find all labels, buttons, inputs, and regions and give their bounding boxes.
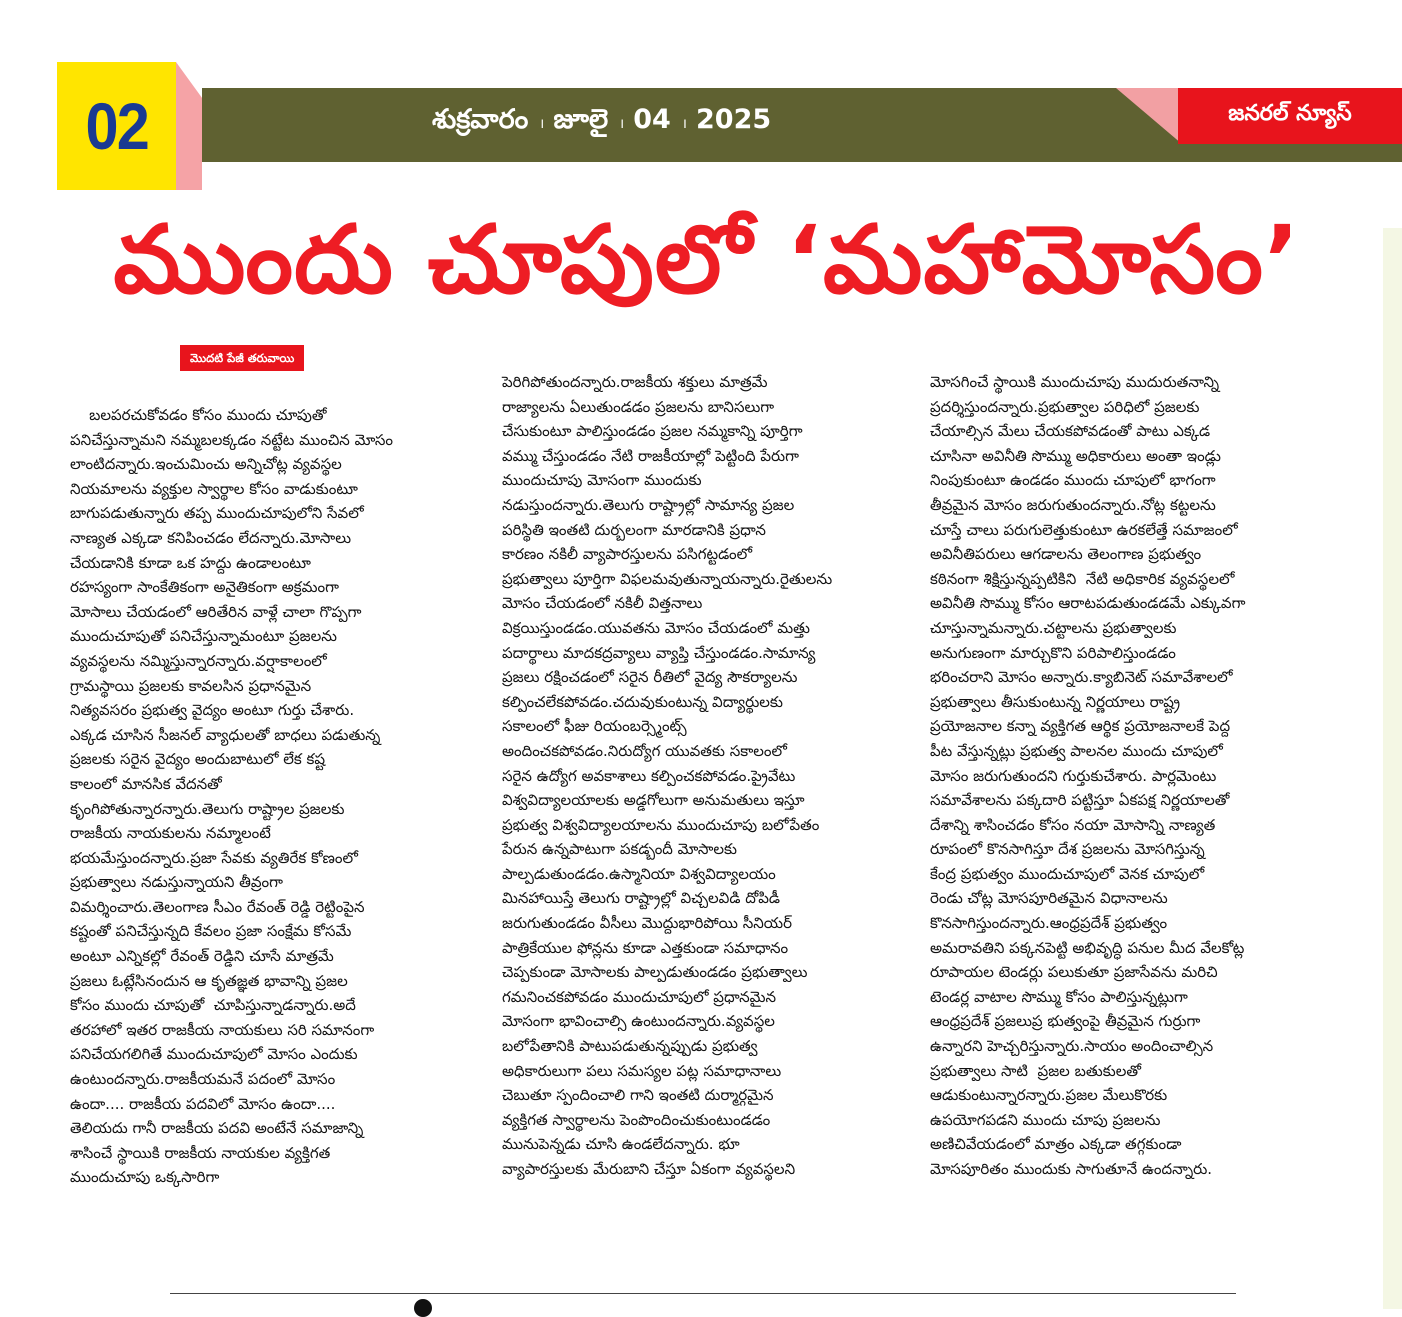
page-side-strip	[1383, 228, 1402, 1309]
date-separator: ı	[682, 114, 688, 132]
date-day: 04	[633, 104, 671, 135]
page-number: 02	[85, 89, 148, 163]
page-number-corner-decoration	[176, 62, 202, 190]
date-year: 2025	[696, 104, 772, 135]
bottom-ornament	[414, 1299, 432, 1317]
date-separator: ı	[540, 114, 545, 132]
page-number-box	[57, 62, 176, 190]
section-tag: జనరల్ న్యూస్	[1178, 88, 1402, 144]
bottom-divider	[170, 1293, 1236, 1294]
issue-date	[432, 104, 771, 148]
continued-from-front-page-label: మొదటి పేజీ తరువాయి	[180, 345, 304, 371]
article-headline: ముందు చూపులో ‘మహామోసం’	[113, 206, 1301, 315]
article-column-1: బలపరచుకోవడం కోసం ముందు చూపుతో పనిచేస్తున్నామని నమ్మబలక్కడం నట్టేట ముంచిన మోసం లాంటిదన్నారు.ఇంచుమించు అన్నిచోట్ల వ్యవస్థల నియమాలను వ్యక్తుల స్వార్థాల కోసం వాడుకుంటూ బాగుపడుతున్నారు తప్ప ముందుచూపులోని సేవలో నాణ్యత ఎక్కడా కనిపించడం లేదన్నారు.మోసాలు చేయడానికి కూడా ఒక హద్దు ఉండాలంటూ రహస్యంగా సాంకేతికంగా అనైతికంగా అక్రమంగా మోసాలు చేయడంలో ఆరితేరిన వాళ్లే చాలా గొప్పగా ముందుచూపుతో పనిచేస్తున్నామంటూ ప్రజలను వ్యవస్థలను నమ్మిస్తున్నారన్నారు.వర్షాకాలంలో గ్రామస్థాయి ప్రజలకు కావలసిన ప్రధానమైన నిత్యవసరం ప్రభుత్వ వైద్యం అంటూ గుర్తు చేశారు. ఎక్కడ చూసిన సీజనల్ వ్యాధులతో బాధలు పడుతున్న ప్రజలకు సరైన వైద్యం అందుబాటులో లేక కష్ట కాలంలో మానసిక వేదనతో కృంగిపోతున్నారన్నారు.తెలుగు రాష్ట్రాల ప్రజలకు రాజకీయ నాయకులను నమ్మాలంటే భయమేస్తుందన్నారు.ప్రజా సేవకు వ్యతిరేక కోణంలో ప్రభుత్వాలు నడుస్తున్నాయని తీవ్రంగా విమర్శించారు.తెలంగాణ సీఎం రేవంత్ రెడ్డి రెట్టింపైన కష్టంతో పనిచేస్తున్నది కేవలం ప్రజా సంక్షేమ కోసమే అంటూ ఎన్నికల్లో రేవంత్ రెడ్డిని చూసే మాత్రమే ప్రజలు ఓట్లేసినందున ఆ కృతజ్ఞత భావాన్ని ప్రజల కోసం ముందు చూపుతో చూపిస్తున్నాడన్నారు.అదే తరహాలో ఇతర రాజకీయ నాయకులు సరి సమానంగా పనిచేయగలిగితే ముందుచూపులో మోసం ఎందుకు ఉంటుందన్నారు.రాజకీయమనే పదంలో మోసం ఉందా.... రాజకీయ పదవిలో మోసం ఉందా.... తెలియదు గానీ రాజకీయ పదవి అంటేనే సమాజాన్ని శాసించే స్థాయికి రాజకీయ నాయకుల వ్యక్తిగత ముందుచూపు ఒక్కసారిగా	[70, 406, 393, 1187]
date-month: జూలై	[553, 104, 609, 135]
article-column-2: పెరిగిపోతుందన్నారు.రాజకీయ శక్తులు మాత్రమే రాజ్యాలను ఏలుతుండడం ప్రజలను బానిసలుగా చేసుకుంటూ పాలిస్తుండడం ప్రజల నమ్మకాన్ని పూర్తిగా వమ్ము చేస్తుండడం నేటి రాజకీయాల్లో పెట్టింది పేరుగా ముందుచూపు మోసంగా ముందుకు నడుస్తుందన్నారు.తెలుగు రాష్ట్రాల్లో సామాన్య ప్రజల పరిస్థితి ఇంతటి దుర్బలంగా మారడానికి ప్రధాన కారణం నకిలీ వ్యాపారస్తులను పసిగట్టడంలో ప్రభుత్వాలు పూర్తిగా విఫలమవుతున్నాయన్నారు.రైతులను మోసం చేయడంలో నకిలీ విత్తనాలు విక్రయిస్తుండడం.యువతను మోసం చేయడంలో మత్తు పదార్థాలు మాదకద్రవ్యాలు వ్యాప్తి చేస్తుండడం.సామాన్య ప్రజలు రక్షించడంలో సరైన రీతిలో వైద్య సౌకర్యాలను కల్పించలేకపోవడం.చదువుకుంటున్న విద్యార్థులకు సకాలంలో ఫీజు రియంబర్స్మెంట్స్ అందించకపోవడం.నిరుద్యోగ యువతకు సకాలంలో సరైన ఉద్యోగ అవకాశాలు కల్పించకపోవడం.ప్రైవేటు విశ్వవిద్యాలయాలకు అడ్డగోలుగా అనుమతులు ఇస్తూ ప్రభుత్వ విశ్వవిద్యాలయాలను ముందుచూపు బలోపేతం పేరున ఉన్నపాటుగా పకడ్బందీ మోసాలకు పాల్పడుతుండడం.ఉస్మానియా విశ్వవిద్యాలయం మినహాయిస్తే తెలుగు రాష్ట్రాల్లో విచ్చలవిడి దోపిడీ జరుగుతుండడం వీసీలు మొద్దుభారిపోయి సీనియర్ పాత్రికేయుల ఫోన్లను కూడా ఎత్తకుండా సమాధానం చెప్పకుండా మోసాలకు పాల్పడుతుండడం ప్రభుత్వాలు గమనించకపోవడం ముందుచూపులో ప్రధానమైన మోసంగా భావించాల్సి ఉంటుందన్నారు.వ్యవస్థల బలోపేతానికి పాటుపడుతున్నప్పుడు ప్రభుత్వ అధికారులుగా పలు సమస్యల పట్ల సమాధానాలు చెబుతూ స్పందించాలి గాని ఇంతటి దుర్మార్గమైన వ్యక్తిగత స్వార్థాలను పెంపొందించుకుంటుండడం మునుపెన్నడు చూసి ఉండలేదన్నారు. భూ వ్యాపారస్తులకు మేరుబాని చేస్తూ ఏకంగా వ్యవస్థలని	[502, 373, 833, 1178]
date-separator: ı	[620, 114, 625, 132]
article-column-3: మోసగించే స్థాయికి ముందుచూపు ముదురుతనాన్ని ప్రదర్శిస్తుందన్నారు.ప్రభుత్వాల పరిధిలో ప్రజలకు చేయాల్సిన మేలు చేయకపోవడంతో పాటు ఎక్కడ చూసినా అవినీతి సొమ్ము అధికారులు అంతా ఇండ్లు నింపుకుంటూ ఉండడం ముందు చూపులో భాగంగా తీవ్రమైన మోసం జరుగుతుందన్నారు.నోట్ల కట్టలను చూస్తే చాలు పరుగులెత్తుకుంటూ ఉరకలేత్తే సమాజంలో అవినీతిపరులు ఆగడాలను తెలంగాణ ప్రభుత్వం కఠినంగా శిక్షిస్తున్నప్పటికిని నేటి అధికారిక వ్యవస్థలలో అవినీతి సొమ్ము కోసం ఆరాటపడుతుండడమే ఎక్కువగా చూస్తున్నామన్నారు.చట్టాలను ప్రభుత్వాలకు అనుగుణంగా మార్చుకొని పరిపాలిస్తుండడం భరించరాని మోసం అన్నారు.క్యాబినెట్ సమావేశాలలో ప్రభుత్వాలు తీసుకుంటున్న నిర్ణయాలు రాష్ట్ర ప్రయోజనాల కన్నా వ్యక్తిగత ఆర్థిక ప్రయోజనాలకే పెద్ద పీట వేస్తున్నట్లు ప్రభుత్వ పాలనల ముందు చూపులో మోసం జరుగుతుందని గుర్తుకుచేశారు. పార్లమెంటు సమావేశాలను పక్కదారి పట్టిస్తూ ఏకపక్ష నిర్ణయాలతో దేశాన్ని శాసించడం కోసం నయా మోసాన్ని నాణ్యత రూపంలో కొనసాగిస్తూ దేశ ప్రజలను మోసగిస్తున్న కేంద్ర ప్రభుత్వం ముందుచూపులో వెనక చూపులో రెండు చోట్ల మోసపూరితమైన విధానాలను కొనసాగిస్తుందన్నారు.ఆంధ్రప్రదేశ్ ప్రభుత్వం అమరావతిని పక్కనపెట్టి అభివృద్ధి పనుల మీద వేలకోట్ల రూపాయల టెండర్లు పలుకుతూ ప్రజాసేవను మరిచి టెండర్ల వాటాల సొమ్ము కోసం పాలిస్తున్నట్లుగా ఆంధ్రప్రదేశ్ ప్రజలుప్ర భుత్వంపై తీవ్రమైన గుర్రుగా ఉన్నారని హెచ్చరిస్తున్నారు.సాయం అందించాల్సిన ప్రభుత్వాలు సాటి ప్రజల బతుకులతో ఆడుకుంటున్నారన్నారు.ప్రజల మేలుకొరకు ఉపయోగపడని ముందు చూపు ప్రజలను అణిచివేయడంలో మాత్రం ఎక్కడా తగ్గకుండా మోసపూరితం ముందుకు సాగుతూనే ఉందన్నారు.	[930, 373, 1246, 1178]
date-weekday: శుక్రవారం	[432, 104, 529, 135]
